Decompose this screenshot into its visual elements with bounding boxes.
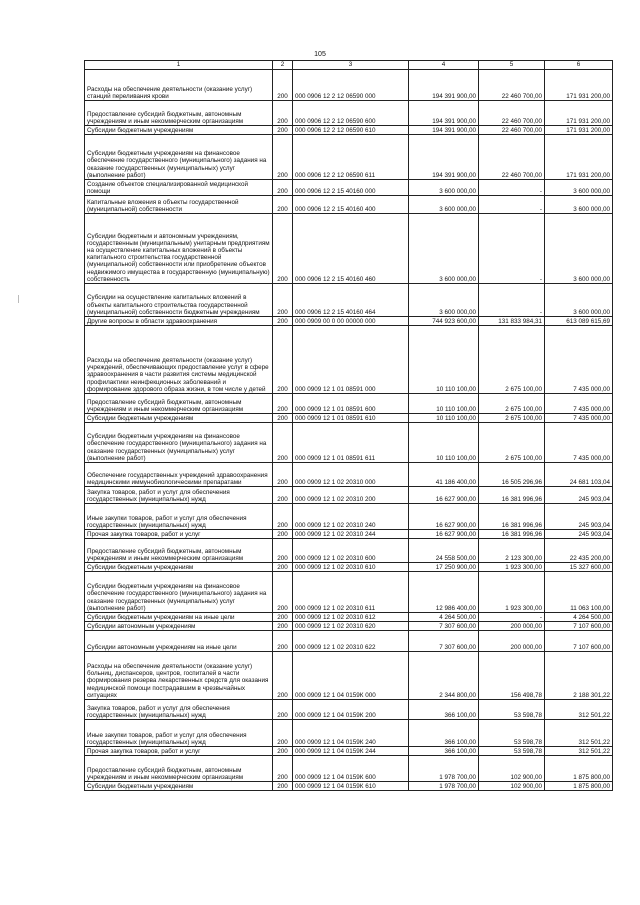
approved-amount-cell: 41 186 400,00 (409, 463, 479, 487)
approved-amount-cell: 366 100,00 (409, 747, 479, 756)
table-row (85, 326, 613, 394)
expense-name-cell: Субсидии бюджетным и автономным учреждениям, государственным (муниципальным) унитарным предприятиям на осуществление капитальных вложений в объекты капитального строительства государственной (муниципальной) собственности или приобретение объектов недвижимого имущества в государственную (муниципальную) собственность (85, 214, 273, 284)
executed-amount-cell: 53 598,78 (479, 700, 545, 720)
executed-amount-cell: 16 381 996,96 (479, 487, 545, 504)
executed-amount-cell: 200 000,00 (479, 622, 545, 631)
expense-name-cell: Субсидии бюджетным учреждениям на финансовое обеспечение государственного (муниципального) задания на оказание государственных (муниципальных) услуг (выполнение работ) (85, 423, 273, 463)
line-code-cell: 200 (273, 652, 293, 700)
classification-code-cell: 000 0909 12 1 04 0159К 000 (293, 652, 409, 700)
classification-code-cell: 000 0906 12 2 15 40160 400 (293, 196, 409, 214)
executed-amount-cell: - (479, 214, 545, 284)
remaining-amount-cell: 312 501,22 (545, 700, 613, 720)
remaining-amount-cell: 4 264 500,00 (545, 613, 613, 622)
expense-name-cell: Обеспечение государственных учреждений здравоохранения медицинскими иммунобиологическими препаратами (85, 463, 273, 487)
approved-amount-cell: 12 986 400,00 (409, 572, 479, 613)
line-code-cell: 200 (273, 196, 293, 214)
remaining-amount-cell: 7 107 600,00 (545, 622, 613, 631)
page-number: 105 (314, 51, 326, 58)
table-row (85, 284, 613, 317)
classification-code-cell: 000 0909 12 1 01 08591 610 (293, 414, 409, 423)
table-row (85, 700, 613, 720)
line-code-cell: 200 (273, 622, 293, 631)
table-row (85, 126, 613, 135)
table-row (85, 135, 613, 180)
expense-name-cell: Субсидии бюджетным учреждениям (85, 414, 273, 423)
approved-amount-cell: 10 110 100,00 (409, 326, 479, 394)
classification-code-cell: 000 0909 12 1 02 20310 620 (293, 622, 409, 631)
line-code-cell: 200 (273, 126, 293, 135)
executed-amount-cell: 200 000,00 (479, 631, 545, 652)
approved-amount-cell: 7 307 600,00 (409, 622, 479, 631)
executed-amount-cell: 156 498,78 (479, 652, 545, 700)
remaining-amount-cell: 245 903,04 (545, 504, 613, 530)
expense-name-cell: Субсидии бюджетным учреждениям на финансовое обеспечение государственного (муниципального) задания на оказание государственных (муниципальных) услуг (выполнение работ) (85, 572, 273, 613)
line-code-cell: 200 (273, 613, 293, 622)
remaining-amount-cell: 171 931 200,00 (545, 126, 613, 135)
table-row (85, 652, 613, 700)
remaining-amount-cell: 7 435 000,00 (545, 423, 613, 463)
classification-code-cell: 000 0909 12 1 01 08591 611 (293, 423, 409, 463)
remaining-amount-cell: 171 931 200,00 (545, 101, 613, 126)
remaining-amount-cell: 171 931 200,00 (545, 70, 613, 101)
classification-code-cell: 000 0906 12 2 12 06590 611 (293, 135, 409, 180)
table-row (85, 196, 613, 214)
table-row (85, 720, 613, 747)
remaining-amount-cell: 7 107 600,00 (545, 631, 613, 652)
expense-name-cell: Субсидии бюджетным учреждениям (85, 563, 273, 572)
header-col-6: 6 (545, 61, 613, 70)
line-code-cell: 200 (273, 720, 293, 747)
classification-code-cell: 000 0909 00 0 00 00000 000 (293, 317, 409, 326)
remaining-amount-cell: 312 501,22 (545, 720, 613, 747)
expense-name-cell: Субсидии бюджетным учреждениям (85, 782, 273, 791)
expense-name-cell: Субсидии бюджетным учреждениям (85, 126, 273, 135)
classification-code-cell: 000 0909 12 1 02 20310 610 (293, 563, 409, 572)
executed-amount-cell: 102 900,00 (479, 756, 545, 782)
table-row (85, 613, 613, 622)
approved-amount-cell: 366 100,00 (409, 700, 479, 720)
remaining-amount-cell: 3 600 000,00 (545, 284, 613, 317)
table-header-row (85, 61, 613, 70)
executed-amount-cell: 16 381 996,96 (479, 530, 545, 539)
table-row (85, 180, 613, 196)
table-body (85, 70, 613, 791)
table-row (85, 539, 613, 563)
table-row (85, 747, 613, 756)
approved-amount-cell: 4 264 500,00 (409, 613, 479, 622)
executed-amount-cell: 53 598,78 (479, 720, 545, 747)
expense-name-cell: Расходы на обеспечение деятельности (оказание услуг) учреждений, обеспечивающих предоставление услуг в сфере здравоохранения в части развития системы медицинской профилактики неинфекционных заболеваний и формирование здорового образа жизни, в том числе у детей (85, 326, 273, 394)
classification-code-cell: 000 0909 12 1 02 20310 244 (293, 530, 409, 539)
expense-name-cell: Субсидии на осуществление капитальных вложений в объекты капитального строительства государственной (муниципальной) собственности бюджетным учреждениям (85, 284, 273, 317)
classification-code-cell: 000 0909 12 1 04 0159К 200 (293, 700, 409, 720)
approved-amount-cell: 194 391 900,00 (409, 70, 479, 101)
approved-amount-cell: 3 600 000,00 (409, 214, 479, 284)
classification-code-cell: 000 0909 12 1 02 20310 622 (293, 631, 409, 652)
line-code-cell: 200 (273, 101, 293, 126)
line-code-cell: 200 (273, 135, 293, 180)
approved-amount-cell: 3 600 000,00 (409, 284, 479, 317)
approved-amount-cell: 2 344 800,00 (409, 652, 479, 700)
classification-code-cell: 000 0909 12 1 04 0159К 240 (293, 720, 409, 747)
remaining-amount-cell: 24 681 103,04 (545, 463, 613, 487)
expense-name-cell: Иные закупки товаров, работ и услуг для обеспечения государственных (муниципальных) нужд (85, 720, 273, 747)
remaining-amount-cell: 1 875 800,00 (545, 756, 613, 782)
line-code-cell: 200 (273, 487, 293, 504)
executed-amount-cell: - (479, 180, 545, 196)
expense-name-cell: Закупка товаров, работ и услуг для обеспечения государственных (муниципальных) нужд (85, 700, 273, 720)
line-code-cell: 200 (273, 563, 293, 572)
executed-amount-cell: 102 900,00 (479, 782, 545, 791)
line-code-cell: 200 (273, 394, 293, 414)
classification-code-cell: 000 0906 12 2 12 06590 610 (293, 126, 409, 135)
executed-amount-cell: 16 381 996,96 (479, 504, 545, 530)
remaining-amount-cell: 613 089 615,69 (545, 317, 613, 326)
executed-amount-cell: 1 923 300,00 (479, 563, 545, 572)
expense-name-cell: Иные закупки товаров, работ и услуг для обеспечения государственных (муниципальных) нужд (85, 504, 273, 530)
line-code-cell: 200 (273, 317, 293, 326)
approved-amount-cell: 16 627 900,00 (409, 530, 479, 539)
executed-amount-cell: 2 675 100,00 (479, 414, 545, 423)
table-row (85, 70, 613, 101)
table-row (85, 622, 613, 631)
remaining-amount-cell: 2 188 301,22 (545, 652, 613, 700)
line-code-cell: 200 (273, 700, 293, 720)
approved-amount-cell: 10 110 100,00 (409, 423, 479, 463)
header-col-3: 3 (293, 61, 409, 70)
remaining-amount-cell: 22 435 200,00 (545, 539, 613, 563)
line-code-cell: 200 (273, 180, 293, 196)
classification-code-cell: 000 0909 12 1 04 0159К 244 (293, 747, 409, 756)
scan-mark (18, 295, 19, 303)
executed-amount-cell: 131 833 984,31 (479, 317, 545, 326)
approved-amount-cell: 16 627 900,00 (409, 504, 479, 530)
expense-name-cell: Субсидии бюджетным учреждениям на иные цели (85, 613, 273, 622)
executed-amount-cell: - (479, 284, 545, 317)
table-row (85, 487, 613, 504)
classification-code-cell: 000 0909 12 1 04 0159К 610 (293, 782, 409, 791)
expense-name-cell: Предоставление субсидий бюджетным, автономным учреждениям и иным некоммерческим организациям (85, 539, 273, 563)
approved-amount-cell: 366 100,00 (409, 720, 479, 747)
remaining-amount-cell: 11 063 100,00 (545, 572, 613, 613)
table-row (85, 563, 613, 572)
expense-name-cell: Закупка товаров, работ и услуг для обеспечения государственных (муниципальных) нужд (85, 487, 273, 504)
header-col-2: 2 (273, 61, 293, 70)
remaining-amount-cell: 3 600 000,00 (545, 196, 613, 214)
approved-amount-cell: 194 391 900,00 (409, 135, 479, 180)
expense-name-cell: Прочая закупка товаров, работ и услуг (85, 747, 273, 756)
table-row (85, 631, 613, 652)
approved-amount-cell: 744 923 600,00 (409, 317, 479, 326)
expense-name-cell: Субсидии автономным учреждениям (85, 622, 273, 631)
line-code-cell: 200 (273, 782, 293, 791)
classification-code-cell: 000 0909 12 1 01 08591 000 (293, 326, 409, 394)
line-code-cell: 200 (273, 326, 293, 394)
remaining-amount-cell: 245 903,04 (545, 530, 613, 539)
line-code-cell: 200 (273, 572, 293, 613)
classification-code-cell: 000 0906 12 2 12 06590 000 (293, 70, 409, 101)
executed-amount-cell: 2 123 300,00 (479, 539, 545, 563)
table-row (85, 530, 613, 539)
expense-name-cell: Капитальные вложения в объекты государственной (муниципальной) собственности (85, 196, 273, 214)
classification-code-cell: 000 0909 12 1 02 20310 000 (293, 463, 409, 487)
approved-amount-cell: 16 627 900,00 (409, 487, 479, 504)
line-code-cell: 200 (273, 756, 293, 782)
approved-amount-cell: 1 978 700,00 (409, 782, 479, 791)
line-code-cell: 200 (273, 504, 293, 530)
classification-code-cell: 000 0909 12 1 01 08591 600 (293, 394, 409, 414)
expense-name-cell: Субсидии автономным учреждениям на иные цели (85, 631, 273, 652)
classification-code-cell: 000 0909 12 1 02 20310 600 (293, 539, 409, 563)
table-row (85, 782, 613, 791)
approved-amount-cell: 24 558 500,00 (409, 539, 479, 563)
approved-amount-cell: 3 600 000,00 (409, 196, 479, 214)
executed-amount-cell: 2 675 100,00 (479, 423, 545, 463)
line-code-cell: 200 (273, 284, 293, 317)
table-row (85, 572, 613, 613)
classification-code-cell: 000 0909 12 1 02 20310 200 (293, 487, 409, 504)
line-code-cell: 200 (273, 539, 293, 563)
line-code-cell: 200 (273, 70, 293, 101)
remaining-amount-cell: 171 931 200,00 (545, 135, 613, 180)
line-code-cell: 200 (273, 214, 293, 284)
classification-code-cell: 000 0906 12 2 15 40160 464 (293, 284, 409, 317)
line-code-cell: 200 (273, 423, 293, 463)
executed-amount-cell: 22 460 700,00 (479, 101, 545, 126)
remaining-amount-cell: 3 600 000,00 (545, 180, 613, 196)
executed-amount-cell: - (479, 196, 545, 214)
table-row (85, 423, 613, 463)
expense-name-cell: Другие вопросы в области здравоохранения (85, 317, 273, 326)
approved-amount-cell: 194 391 900,00 (409, 126, 479, 135)
remaining-amount-cell: 3 600 000,00 (545, 214, 613, 284)
expense-name-cell: Расходы на обеспечение деятельности (оказание услуг) станций переливания крови (85, 70, 273, 101)
table-row (85, 101, 613, 126)
approved-amount-cell: 1 978 700,00 (409, 756, 479, 782)
line-code-cell: 200 (273, 631, 293, 652)
table-row (85, 394, 613, 414)
table-row (85, 414, 613, 423)
classification-code-cell: 000 0906 12 2 15 40160 460 (293, 214, 409, 284)
approved-amount-cell: 10 110 100,00 (409, 394, 479, 414)
executed-amount-cell: 53 598,78 (479, 747, 545, 756)
line-code-cell: 200 (273, 530, 293, 539)
expense-name-cell: Прочая закупка товаров, работ и услуг (85, 530, 273, 539)
header-col-4: 4 (409, 61, 479, 70)
classification-code-cell: 000 0909 12 1 02 20310 611 (293, 572, 409, 613)
table-row (85, 463, 613, 487)
executed-amount-cell: 2 675 100,00 (479, 394, 545, 414)
remaining-amount-cell: 7 435 000,00 (545, 394, 613, 414)
classification-code-cell: 000 0906 12 2 12 06590 600 (293, 101, 409, 126)
remaining-amount-cell: 1 875 800,00 (545, 782, 613, 791)
classification-code-cell: 000 0909 12 1 02 20310 240 (293, 504, 409, 530)
line-code-cell: 200 (273, 463, 293, 487)
executed-amount-cell: 1 923 300,00 (479, 572, 545, 613)
classification-code-cell: 000 0906 12 2 15 40160 000 (293, 180, 409, 196)
remaining-amount-cell: 245 903,04 (545, 487, 613, 504)
remaining-amount-cell: 15 327 600,00 (545, 563, 613, 572)
executed-amount-cell: 22 460 700,00 (479, 126, 545, 135)
executed-amount-cell: 22 460 700,00 (479, 70, 545, 101)
expense-name-cell: Предоставление субсидий бюджетным, автономным учреждениям и иным некоммерческим организациям (85, 394, 273, 414)
approved-amount-cell: 7 307 600,00 (409, 631, 479, 652)
approved-amount-cell: 17 250 900,00 (409, 563, 479, 572)
executed-amount-cell: 22 460 700,00 (479, 135, 545, 180)
classification-code-cell: 000 0909 12 1 04 0159К 600 (293, 756, 409, 782)
remaining-amount-cell: 7 435 000,00 (545, 414, 613, 423)
executed-amount-cell: 2 675 100,00 (479, 326, 545, 394)
expense-name-cell: Расходы на обеспечение деятельности (оказание услуг) больниц, диспансеров, центров, госпиталей в части формирования резерва лекарственных средств для оказания медицинской помощи пострадавшим в чрезвычайных ситуациях (85, 652, 273, 700)
remaining-amount-cell: 7 435 000,00 (545, 326, 613, 394)
executed-amount-cell: - (479, 613, 545, 622)
approved-amount-cell: 194 391 900,00 (409, 101, 479, 126)
header-col-1: 1 (85, 61, 273, 70)
header-col-5: 5 (479, 61, 545, 70)
expense-name-cell: Субсидии бюджетным учреждениям на финансовое обеспечение государственного (муниципального) задания на оказание государственных (муниципальных) услуг (выполнение работ) (85, 135, 273, 180)
line-code-cell: 200 (273, 747, 293, 756)
expense-name-cell: Создание объектов специализированной медицинской помощи (85, 180, 273, 196)
table-row (85, 504, 613, 530)
budget-table (84, 60, 613, 791)
expense-name-cell: Предоставление субсидий бюджетным, автономным учреждениям и иным некоммерческим организациям (85, 101, 273, 126)
remaining-amount-cell: 312 501,22 (545, 747, 613, 756)
table-row (85, 317, 613, 326)
table-row (85, 214, 613, 284)
line-code-cell: 200 (273, 414, 293, 423)
expense-name-cell: Предоставление субсидий бюджетным, автономным учреждениям и иным некоммерческим организациям (85, 756, 273, 782)
table-row (85, 756, 613, 782)
approved-amount-cell: 10 110 100,00 (409, 414, 479, 423)
classification-code-cell: 000 0909 12 1 02 20310 612 (293, 613, 409, 622)
approved-amount-cell: 3 600 000,00 (409, 180, 479, 196)
executed-amount-cell: 16 505 296,96 (479, 463, 545, 487)
